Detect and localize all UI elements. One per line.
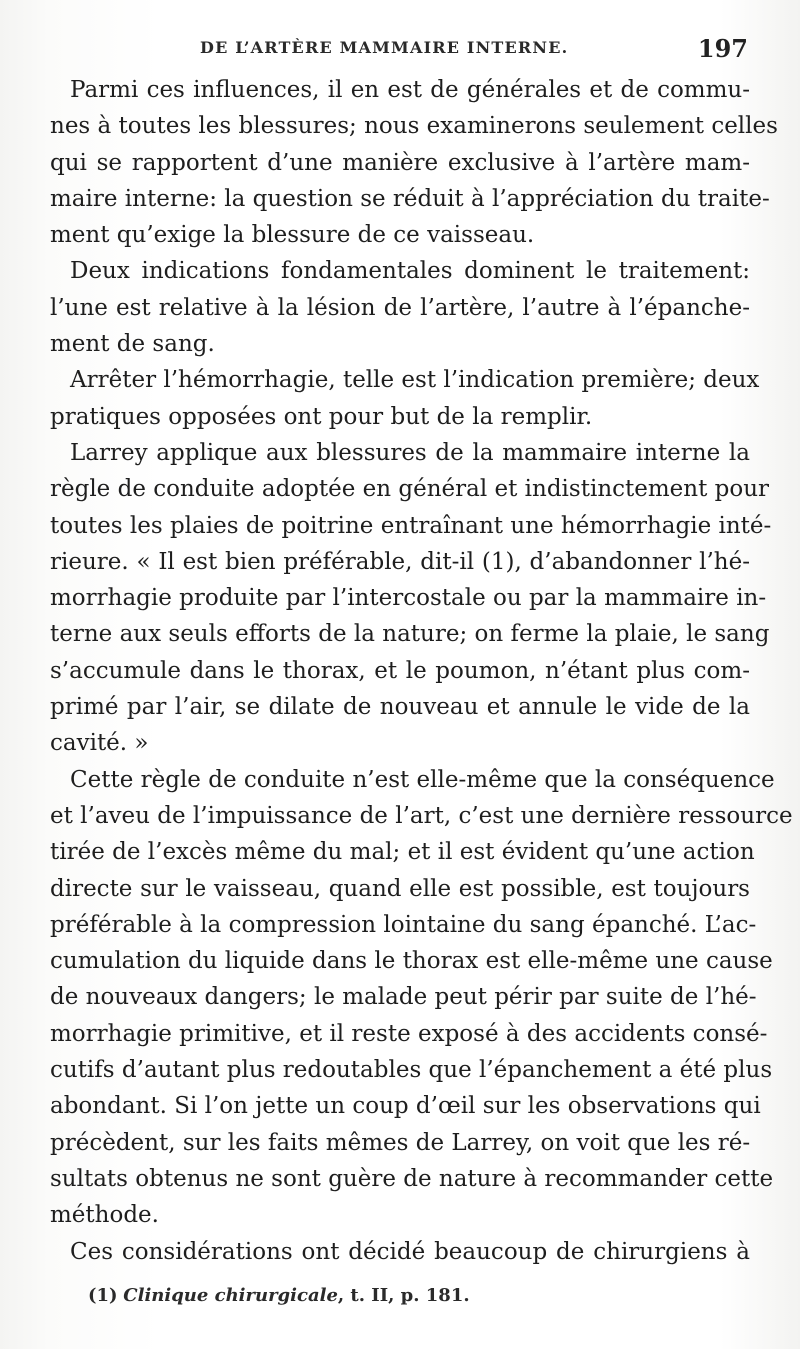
text-line: et l’aveu de l’impuissance de l’art, c’est une dernière ressource: [50, 802, 793, 829]
text-line: terne aux seuls efforts de la nature; on ferme la plaie, le sang: [50, 621, 770, 648]
text-line: toutes les plaies de poitrine entraînant une hémorrhagie inté-: [50, 512, 772, 539]
text-line: l’une est relative à la lésion de l’artère, l’autre à l’épanche-: [50, 294, 750, 321]
text-line: tirée de l’excès même du mal; et il est évident qu’une action: [50, 839, 755, 866]
text-line: morrhagie produite par l’intercostale ou par la mammaire in-: [50, 585, 767, 612]
footnote-title: Clinique chirurgicale: [123, 1285, 338, 1306]
text-line: Arrêter l’hémorrhagie, telle est l’indication première; deux: [70, 367, 760, 394]
text-line: cavité. »: [50, 730, 149, 757]
page-number: 197: [697, 34, 748, 63]
text-line: Larrey applique aux blessures de la mammaire interne la: [70, 439, 750, 466]
body-text: [50, 72, 793, 1270]
footnote: [88, 1285, 470, 1306]
text-line: pratiques opposées ont pour but de la remplir.: [50, 403, 593, 430]
footnote-number: (1): [88, 1285, 118, 1306]
text-line: ment de sang.: [50, 331, 215, 358]
text-line: préférable à la compression lointaine du sang épanché. L’ac-: [50, 911, 757, 938]
text-line: qui se rapportent d’une manière exclusive à l’artère mam-: [50, 149, 750, 176]
running-title: DE L’ARTÈRE MAMMAIRE INTERNE.: [200, 38, 569, 57]
text-line: maire interne: la question se réduit à l’appréciation du traite-: [50, 185, 770, 212]
text-line: sultats obtenus ne sont guère de nature à recommander cette: [50, 1165, 774, 1192]
text-line: Ces considérations ont décidé beaucoup de chirurgiens à: [70, 1238, 750, 1265]
text-line: nes à toutes les blessures; nous examinerons seulement celles: [50, 113, 778, 140]
text-line: abondant. Si l’on jette un coup d’œil sur les observations qui: [50, 1093, 761, 1120]
text-line: précèdent, sur les faits mêmes de Larrey, on voit que les ré-: [50, 1129, 751, 1156]
footnote-reference: , t. II, p. 181.: [337, 1285, 470, 1306]
text-line: cutifs d’autant plus redoutables que l’épanchement a été plus: [50, 1057, 773, 1084]
text-line: directe sur le vaisseau, quand elle est possible, est toujours: [50, 875, 750, 902]
text-line: méthode.: [50, 1202, 159, 1229]
text-line: ment qu’exige la blessure de ce vaisseau.: [50, 222, 535, 249]
text-line: règle de conduite adoptée en général et indistinctement pour: [50, 476, 770, 503]
text-line: morrhagie primitive, et il reste exposé à des accidents consé-: [50, 1020, 768, 1047]
running-head: [60, 34, 750, 64]
text-line: cumulation du liquide dans le thorax est elle-même une cause: [50, 948, 773, 975]
text-line: Parmi ces influences, il en est de générales et de commu-: [70, 77, 750, 103]
text-line: de nouveaux dangers; le malade peut périr par suite de l’hé-: [50, 984, 757, 1011]
text-line: s’accumule dans le thorax, et le poumon, n’étant plus com-: [50, 657, 750, 684]
text-line: rieure. « Il est bien préférable, dit-il (1), d’abandonner l’hé-: [50, 548, 750, 575]
text-line: Cette règle de conduite n’est elle-même que la conséquence: [70, 766, 775, 793]
text-line: primé par l’air, se dilate de nouveau et annule le vide de la: [50, 694, 750, 721]
text-line: Deux indications fondamentales dominent le traitement:: [70, 258, 750, 285]
